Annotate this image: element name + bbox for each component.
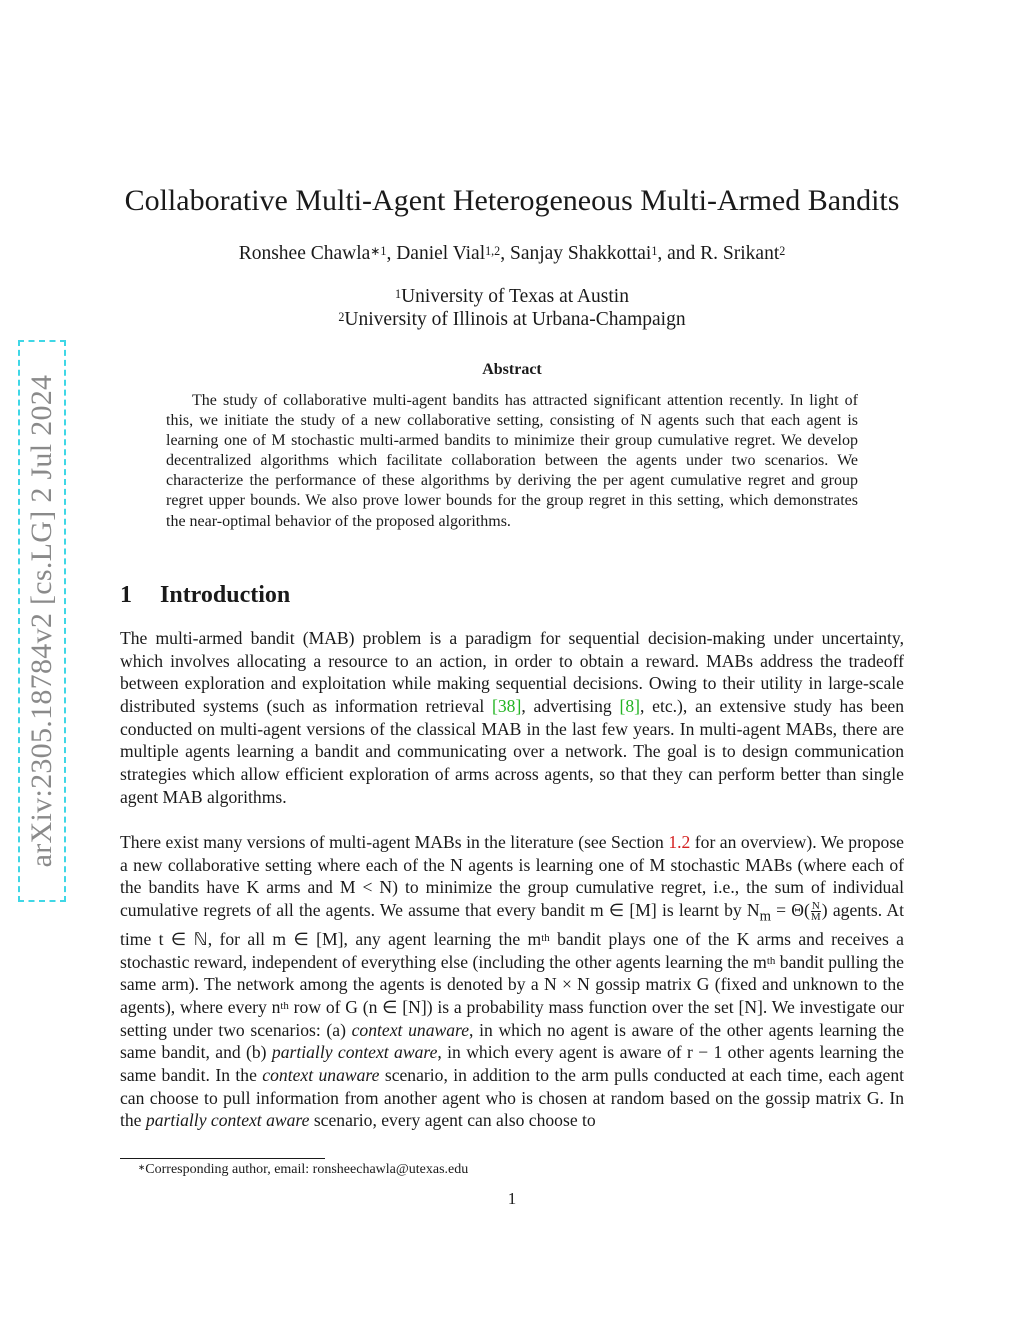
arxiv-stamp[interactable] [18, 340, 66, 902]
section-title: Introduction [160, 582, 291, 608]
paper-title: Collaborative Multi-Agent Heterogeneous Multi-Armed Bandits [124, 184, 900, 217]
intro-paragraph-1: The multi-armed bandit (MAB) problem is a paradigm for sequential decision-making under uncertainty, which involves allocating a resource to an action, in order to obtain a reward. MABs address the tradeoff between exploration and exploitation while making sequential decisions. Owing to their utility in large-scale distributed systems (such as information retrieval [38], advertising [8], etc.), an extensive study has been conducted on multi-agent versions of the classical MAB in the last few years. In multi-agent MABs, there are multiple agents learning a bandit and communicating over a network. The goal is to design communication strategies which allow efficient exploration of arms across agents, so that they can perform better than single agent MAB algorithms. [120, 628, 904, 807]
author-name: R. Srikant [700, 243, 780, 264]
author-name: Daniel Vial [396, 243, 486, 264]
page-number: 1 [507, 1189, 517, 1208]
intro-paragraph-2: There exist many versions of multi-agent MABs in the literature (see Section 1.2 for an overview). We propose a new collaborative setting where each of the N agents is learning one of M stochastic MABs (where each of the bandits have K arms and M < N) to minimize the group cumulative regret, i.e., the sum of individual cumulative regrets of all the agents. We assume that every bandit m ∈ [M] is learnt by $N_m = \Theta$( $\frac{N}{M}$ ) agents. At time t ∈ ℕ, for all m ∈ [M], any agent learning the $m^{th}$ bandit plays one of the K arms and receives a stochastic reward, independent of everything else (including the other agents learning the $m^{th}$ bandit pulling the same arm). The network among the agents is denoted by a N × N gossip matrix G (fixed and unknown to the agents), where every $n^{th}$ row of G (n ∈ [N]) is a probability mass function over the set [N]. We investigate our setting under two scenarios: (a) context unaware, in which no agent is aware of the other agents learning the same bandit, and (b) partially context aware, in which every agent is aware of r − 1 other agents learning the same bandit. In the context unaware scenario, in addition to the arm pulls conducted at each time, each agent can choose to pull information from another agent who is chosen at random based on the gossip matrix G. In the partially context aware scenario, every agent can also choose to [120, 832, 905, 1131]
citation-link[interactable]: [8] [619, 695, 640, 716]
citation-link[interactable]: [38] [492, 695, 522, 716]
author-mark: 2 [779, 243, 786, 258]
affiliation: $^1$University of Texas at Austin [395, 286, 629, 307]
author-name: Ronshee Chawla [238, 243, 371, 264]
affiliation: $^2$University of Illinois at Urbana-Champaign [338, 309, 686, 330]
arxiv-identifier[interactable]: arXiv:2305.18784v2 [cs.LG] 2 Jul 2024 [25, 374, 58, 868]
author-mark: 1 [651, 243, 658, 258]
abstract-heading: Abstract [482, 361, 542, 378]
author-mark: ∗1 [370, 243, 387, 258]
section-number: 1 [120, 582, 132, 608]
section-heading [120, 582, 290, 609]
section-ref-link[interactable]: 1.2 [668, 832, 691, 852]
author-mark: 1,2 [485, 243, 501, 258]
footnote: ∗Corresponding author, email: ronsheechawla@utexas.edu [138, 1161, 469, 1177]
author-name: Sanjay Shakkottai [509, 243, 652, 264]
abstract-text: The study of collaborative multi-agent bandits has attracted significant attention recently. In light of this, we initiate the study of a new collaborative setting, consisting of N agents such that each agent is learning one of M stochastic multi-armed bandits to minimize their group cumulative regret. We develop decentralized algorithms which facilitate collaboration between the agents under two scenarios. We characterize the performance of these algorithms by deriving the per agent cumulative regret and group regret upper bounds. We also prove lower bounds for the group regret in this setting, which demonstrates the near-optimal behavior of the proposed algorithms. [166, 392, 858, 530]
author-list: Ronshee Chawla$^{∗1}$, Daniel Vial$^{1,2}$, Sanjay Shakkottai$^1$, and R. Srikant$^2$ [238, 243, 786, 264]
footnote-rule [120, 1158, 325, 1159]
fraction: $\frac{N}{M}$ [810, 900, 821, 924]
